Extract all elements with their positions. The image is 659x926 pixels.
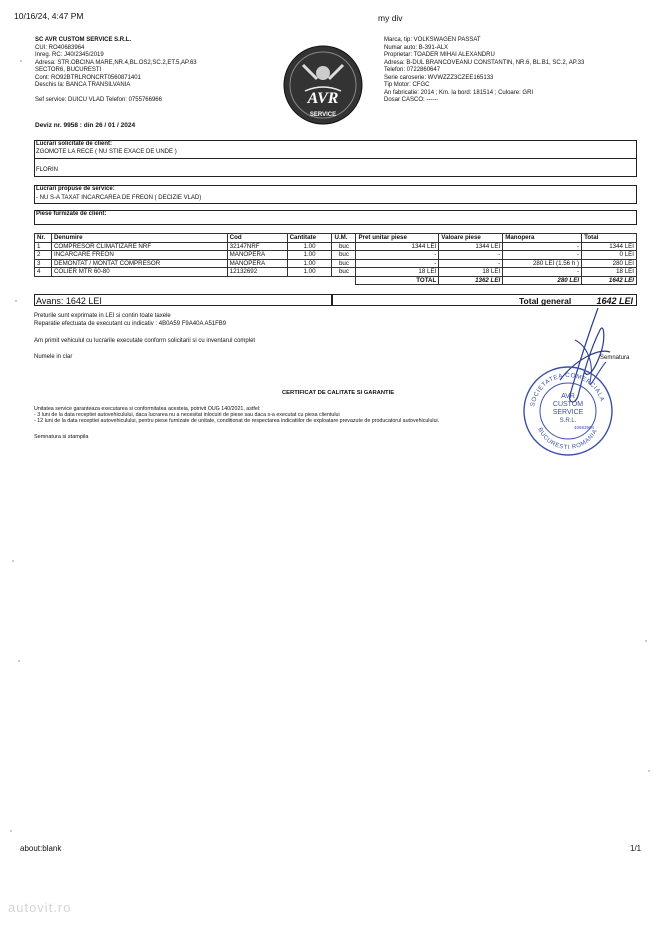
- table-cell: buc: [332, 251, 356, 260]
- company-stamp-icon: [522, 365, 614, 457]
- table-cell: INCARCARE FREON: [51, 251, 227, 260]
- table-cell: 0 LEI: [582, 251, 637, 260]
- signature-label: Semnatura: [600, 355, 630, 361]
- stamp-line-2: CUSTOM: [552, 401, 584, 408]
- table-cell: 3: [35, 259, 52, 268]
- table-cell: 32147NRF: [227, 242, 287, 251]
- avr-logo-icon: [283, 43, 363, 127]
- table-cell: 1.00: [287, 268, 332, 277]
- certificate-sign: Semnatura si stampila: [34, 434, 89, 440]
- table-header-cell: Manopera: [503, 234, 582, 243]
- total-label: TOTAL: [356, 276, 439, 285]
- company-name: SC AVR CUSTOM SERVICE S.R.L.: [35, 37, 132, 43]
- company-info-line: Deschis la: BANCA TRANSILVANIA: [35, 82, 131, 88]
- company-info: [35, 37, 271, 104]
- table-cell: buc: [332, 242, 356, 251]
- table-cell: -: [356, 259, 439, 268]
- table-total-row: [35, 276, 637, 285]
- items-table: [34, 233, 637, 285]
- company-info-line: Inreg. RC: J40/2345/2019: [35, 52, 104, 58]
- table-cell: -: [439, 259, 503, 268]
- table-cell: buc: [332, 268, 356, 277]
- table-cell: 1344 LEI: [439, 242, 503, 251]
- certificate-line-3: - 12 luni de la data receptiei autovehiculului, pentru piese furnizate de unitate, conditionat de respectarea indicatiilor de exploatare prevazute de producatorul autovehiculului.: [34, 418, 440, 424]
- table-cell: 280 LEI: [582, 259, 637, 268]
- table-cell: 18 LEI: [582, 268, 637, 277]
- table-cell: 4: [35, 268, 52, 277]
- grand-total-label: Total general: [519, 296, 572, 306]
- table-cell: COMPRESOR CLIMATIZARE NRF: [51, 242, 227, 251]
- table-cell: buc: [332, 259, 356, 268]
- company-contact: Sef service: DUICU VLAD Telefon: 0755766966: [35, 96, 162, 103]
- table-cell: DEMONTAT / MONTAT COMPRESOR: [51, 259, 227, 268]
- table-cell: 18 LEI: [356, 268, 439, 277]
- print-timestamp: 10/16/24, 4:47 PM: [14, 11, 84, 21]
- print-title: my div: [378, 13, 403, 23]
- notes: [34, 313, 226, 328]
- table-header-cell: Total: [582, 234, 637, 243]
- stamp-line-3: SERVICE: [552, 409, 584, 416]
- company-info-line: CUI: RO40683964: [35, 44, 85, 51]
- proposed-work-box: [34, 185, 637, 204]
- print-page-number: 1/1: [630, 844, 642, 853]
- client-work-technician: FLORIN: [36, 167, 59, 173]
- table-cell: 1.00: [287, 251, 332, 260]
- table-header-cell: Pret unitar piese: [356, 234, 439, 243]
- stamp-code: 40683964: [574, 425, 595, 430]
- company-info-line: Cont: RO92BTRLRONCRT0560871401: [35, 74, 141, 81]
- client-work-line: ZGOMOTE LA RECE ( NU STIE EXACE DE UNDE ): [36, 149, 177, 155]
- client-work-box: [34, 140, 637, 177]
- table-row: [35, 259, 637, 268]
- deviz-number: Deviz nr. 9958 : din 26 / 01 / 2024: [35, 122, 136, 129]
- table-row: [35, 242, 637, 251]
- table-header-cell: Valoare piese: [439, 234, 503, 243]
- table-header-cell: U.M.: [332, 234, 356, 243]
- table-cell: MANOPERA: [227, 251, 287, 260]
- table-body: [35, 242, 637, 276]
- company-info-line: Adresa: STR.OBCINA MARE,NR.4,BL.OS2,SC.2,ET.5,AP.63: [35, 59, 197, 66]
- vehicle-info-line: Numar auto: B-391-ALX: [384, 44, 449, 51]
- grand-total-value: 1642 LEI: [596, 296, 633, 306]
- client-parts-box: [34, 210, 637, 225]
- print-url: about:blank: [20, 844, 62, 853]
- vehicle-info-line: Telefon: 0722860647: [384, 67, 441, 73]
- total-sum: 1642 LEI: [582, 276, 637, 285]
- table-cell: COLIER MTR 60-80: [51, 268, 227, 277]
- stamp-line-1: AVR: [561, 393, 575, 400]
- total-labor: 280 LEI: [503, 276, 582, 285]
- vehicle-info-line: Adresa: B-DUL BRANCOVEANU CONSTANTIN, NR.6, BL.B1, SC.2, AP.33: [384, 59, 585, 66]
- table-header-cell: Cantitate: [287, 234, 332, 243]
- table-header-row: [35, 234, 637, 243]
- company-lines: [35, 45, 271, 90]
- certificate-line-1: Unitatea service garanteaza executarea si conformitatea acesteia, potrivit OUG 140/2021, astfel:: [34, 406, 261, 412]
- table-cell: MANOPERA: [227, 259, 287, 268]
- received-statement: Am primit vehiculul cu lucrarile executate conform solicitarii si cu inventarul complet: [34, 338, 256, 344]
- avans: Avans: 1642 LEI: [36, 296, 102, 306]
- certificate-title: CERTIFICAT DE CALITATE SI GARANTIE: [282, 390, 395, 396]
- table-cell: 2: [35, 251, 52, 260]
- avans-box: [34, 294, 332, 306]
- proposed-work-line: - NU S-A TAXAT INCARCAREA DE FREON ( DECIZIE VLAD): [36, 195, 202, 201]
- note-indicativ: Reparatie efectuata de executant cu indicativ : 4B0A59 F9A40A A51FB9: [34, 320, 227, 327]
- avr-logo: [283, 43, 363, 127]
- client-work-title: Lucrari solicitate de client:: [36, 141, 113, 147]
- vehicle-info-line: An fabricatie: 2014 ; Km. la bord: 181514 ; Culoare: GRI: [384, 89, 534, 96]
- vehicle-info-line: Tip Motor: CFGC: [384, 82, 430, 88]
- logo-subtext: SERVICE: [309, 112, 337, 118]
- vehicle-info-line: Marca, tip: VOLKSWAGEN PASSAT: [384, 37, 481, 43]
- table-cell: 18 LEI: [439, 268, 503, 277]
- table-cell: 1.00: [287, 242, 332, 251]
- table-cell: 1344 LEI: [356, 242, 439, 251]
- note-prices: Preturile sunt exprimate in LEI si contin toate taxele: [34, 313, 171, 319]
- vehicle-info-line: Dosar CASCO: ------: [384, 97, 439, 103]
- certificate-text: [34, 406, 439, 424]
- table-header-cell: Nr.: [35, 234, 52, 243]
- stamp-line-4: S.R.L.: [559, 418, 577, 424]
- proposed-work-title: Lucrari propuse de service:: [36, 186, 115, 192]
- total-parts: 1362 LEI: [439, 276, 503, 285]
- table-row: [35, 251, 637, 260]
- vehicle-info-line: Serie caroserie: WVWZZZ3CZEE165133: [384, 74, 494, 81]
- table-row: [35, 268, 637, 277]
- table-cell: 1: [35, 242, 52, 251]
- table-cell: -: [439, 251, 503, 260]
- watermark: autovit.ro: [8, 900, 72, 915]
- vehicle-info-line: Proprietar: TOADER MIHAI ALEXANDRU: [384, 52, 495, 58]
- vehicle-lines: [384, 37, 649, 105]
- table-cell: -: [503, 242, 582, 251]
- table-cell: 1.00: [287, 259, 332, 268]
- table-cell: 1344 LEI: [582, 242, 637, 251]
- company-info-line: SECTOR6, BUCURESTI: [35, 67, 102, 73]
- stamp-ring-bottom: BUCURESTI ROMANIA: [536, 427, 599, 452]
- table-header-cell: Denumire: [51, 234, 227, 243]
- certificate-line-2: - 3 luni de la data receptiei autovehiculului, daca lucrarea nu a necesitat inlocuiri de piese sau daca s-a executat cu piesa clientului: [34, 412, 340, 418]
- vehicle-info: [384, 37, 649, 105]
- name-in-clear: Numele in clar: [34, 354, 73, 360]
- table-cell: 12132692: [227, 268, 287, 277]
- client-parts-title: Piese furnizate de client:: [36, 211, 107, 217]
- table-cell: -: [503, 268, 582, 277]
- logo-text: AVR: [307, 90, 339, 107]
- table-cell: -: [503, 251, 582, 260]
- stamp-ring-top: SOCIETATEA COMERCIALA: [529, 371, 606, 408]
- table-cell: 280 LEI (1.56 h ): [503, 259, 582, 268]
- table-cell: -: [356, 251, 439, 260]
- table-header-cell: Cod: [227, 234, 287, 243]
